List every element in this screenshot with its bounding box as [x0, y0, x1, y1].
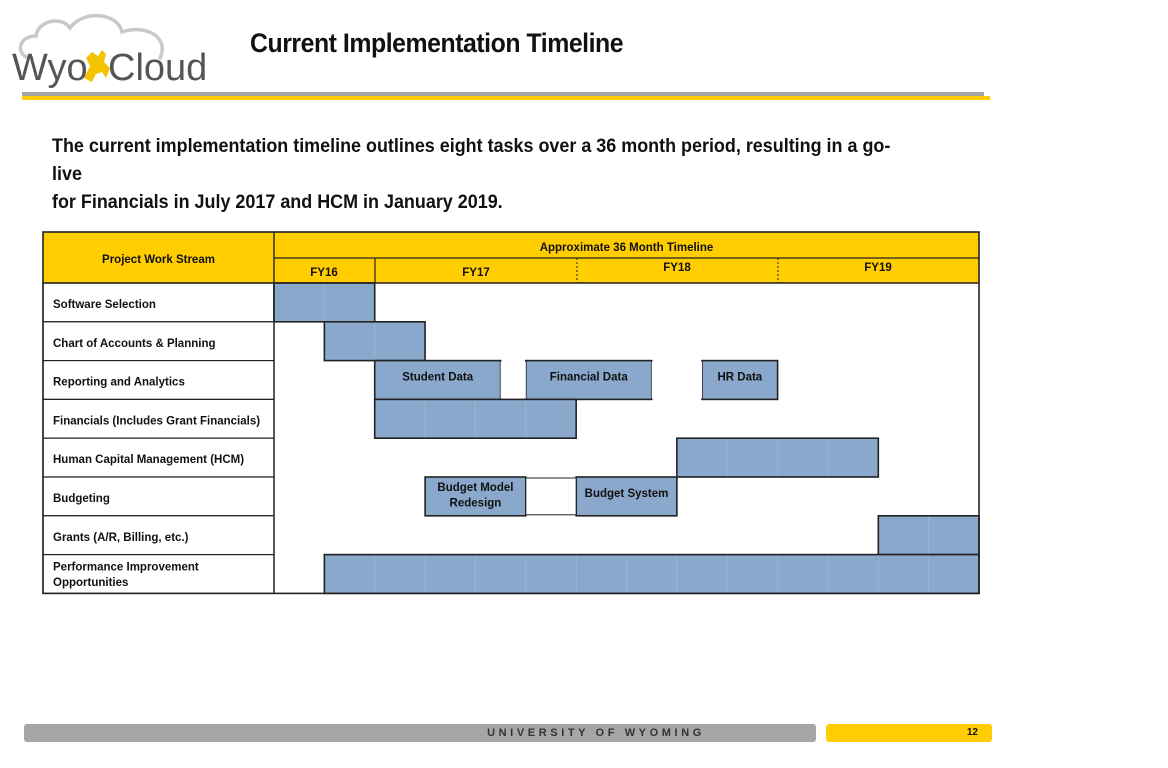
logo-text-wyo: Wyo	[12, 47, 88, 89]
page-number-box	[826, 724, 992, 742]
gantt-bar	[324, 555, 979, 594]
row-label: Chart of Accounts & Planning	[53, 337, 216, 350]
row-label: Performance Improvement Opportunities	[53, 561, 199, 590]
row-label: Budgeting	[53, 493, 110, 505]
row-label: Human Capital Management (HCM)	[53, 454, 245, 467]
bar-label: Budget Model Redesign	[437, 482, 514, 510]
bar-gap	[501, 362, 526, 399]
page-title: Current Implementation Timeline	[250, 28, 624, 58]
footer-university: UNIVERSITY OF WYOMING	[487, 727, 705, 739]
fiscal-year-label: FY17	[462, 267, 490, 279]
fiscal-year-label: FY18	[663, 262, 691, 274]
bar-gap	[652, 362, 702, 399]
intro-paragraph: The current implementation timeline outlines eight tasks over a 36 month period, resulting in a go-live for Financials in July 2017 and HCM in January 2019.	[52, 135, 891, 213]
page-number: 12	[966, 727, 978, 738]
fiscal-year-label: FY16	[310, 267, 338, 279]
bar-gap	[526, 478, 576, 515]
row-label: Software Selection	[53, 299, 156, 311]
fiscal-year-label: FY19	[864, 262, 892, 274]
header-approx-timeline: Approximate 36 Month Timeline	[539, 242, 714, 254]
bar-label: HR Data	[717, 371, 763, 384]
bar-label: Student Data	[402, 371, 474, 384]
header-project-work-stream: Project Work Stream	[102, 254, 215, 266]
bar-label: Financial Data	[549, 371, 628, 384]
logo-text-cloud: Cloud	[108, 47, 208, 89]
bar-label: Budget System	[584, 488, 669, 500]
row-label: Financials (Includes Grant Financials)	[53, 415, 261, 428]
row-label: Reporting and Analytics	[53, 376, 185, 389]
row-label: Grants (A/R, Billing, etc.)	[53, 531, 189, 544]
